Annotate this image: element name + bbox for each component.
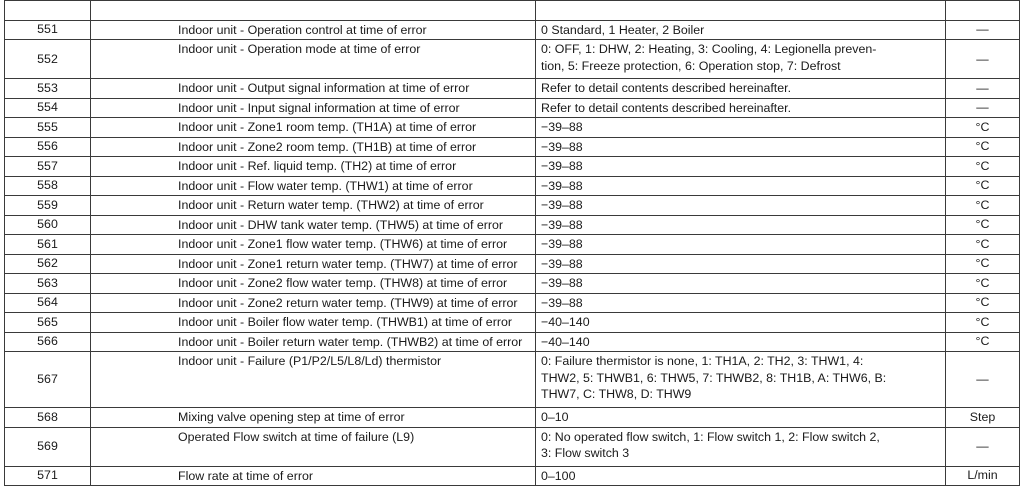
code-number-cell: 557 xyxy=(5,157,91,177)
item-description-cell: Indoor unit - Zone1 room temp. (TH1A) at time of error xyxy=(91,118,536,138)
table-row xyxy=(5,215,1020,235)
item-description-cell: Indoor unit - Operation control at time of error xyxy=(91,20,536,40)
code-number-cell: 553 xyxy=(5,79,91,99)
unit-cell: — xyxy=(946,352,1020,408)
data-range-cell xyxy=(536,466,946,486)
table-row xyxy=(5,176,1020,196)
code-number-cell: 562 xyxy=(5,254,91,274)
data-range-text: Refer to detail contents described hereinafter. xyxy=(541,100,792,115)
item-description-cell: Indoor unit - Return water temp. (THW2) at time of error xyxy=(91,196,536,216)
data-range-text: Refer to detail contents described hereinafter. xyxy=(541,81,792,95)
unit-cell: L/min xyxy=(946,466,1020,486)
data-range-cell xyxy=(536,427,946,466)
item-description-cell: Mixing valve opening step at time of error xyxy=(91,408,536,428)
table-row xyxy=(5,157,1020,177)
unit-cell: °C xyxy=(946,332,1020,352)
data-range-text: −39–88 xyxy=(541,198,583,212)
code-number-cell: 551 xyxy=(5,20,91,40)
item-description-cell: Indoor unit - Zone2 room temp. (TH1B) at time of error xyxy=(91,137,536,157)
data-range-text: 0: OFF, 1: DHW, 2: Heating, 3: Cooling, 4: Legionella preven- tion, 5: Freeze protection, 6: Operation stop, 7: Defrost xyxy=(541,42,877,73)
code-number-cell: 554 xyxy=(5,98,91,118)
table-row xyxy=(5,274,1020,294)
unit-cell: °C xyxy=(946,274,1020,294)
code-number-cell: 563 xyxy=(5,274,91,294)
item-description-cell: Indoor unit - Ref. liquid temp. (TH2) at time of error xyxy=(91,157,536,177)
data-range-text: −39–88 xyxy=(541,139,583,154)
item-description-cell: Indoor unit - Zone1 flow water temp. (THW6) at time of error xyxy=(91,235,536,255)
data-range-text: −39–88 xyxy=(541,295,583,310)
item-description-cell: Indoor unit - Boiler flow water temp. (THWB1) at time of error xyxy=(91,313,536,333)
table-row xyxy=(5,466,1020,486)
code-number-cell: 568 xyxy=(5,408,91,428)
code-number-cell: 560 xyxy=(5,215,91,235)
table-row xyxy=(5,408,1020,428)
table-row xyxy=(5,254,1020,274)
data-range-cell xyxy=(536,235,946,255)
table-row xyxy=(5,235,1020,255)
unit-cell: Step xyxy=(946,408,1020,428)
data-range-text: 0–10 xyxy=(541,410,569,424)
code-number-cell: 555 xyxy=(5,118,91,138)
data-range-cell xyxy=(536,79,946,99)
unit-cell: — xyxy=(946,20,1020,40)
unit-cell: °C xyxy=(946,215,1020,235)
item-description-cell: Indoor unit - Flow water temp. (THW1) at time of error xyxy=(91,176,536,196)
unit-cell: °C xyxy=(946,176,1020,196)
code-number-cell: 558 xyxy=(5,176,91,196)
data-range-text: −39–88 xyxy=(541,178,583,193)
table-row-cutoff xyxy=(5,1,1020,21)
data-range-text: 0: Failure thermistor is none, 1: TH1A, 2: TH2, 3: THW1, 4: THW2, 5: THWB1, 6: THW5, 7: THWB2, 8: TH1B, A: THW6, B: THW7, C: THW8, D: THW9 xyxy=(541,354,887,402)
table-row xyxy=(5,40,1020,79)
unit-cell: °C xyxy=(946,118,1020,138)
data-range-cell xyxy=(536,40,946,79)
item-description-cell: Indoor unit - Zone1 return water temp. (THW7) at time of error xyxy=(91,254,536,274)
code-number-cell: 564 xyxy=(5,293,91,313)
table-row xyxy=(5,20,1020,40)
data-range-cell xyxy=(536,196,946,216)
data-range-cell xyxy=(536,137,946,157)
table-row xyxy=(5,98,1020,118)
table-row xyxy=(5,332,1020,352)
data-range-cell xyxy=(536,313,946,333)
data-range-text: −39–88 xyxy=(541,237,583,251)
data-range-cell xyxy=(536,352,946,408)
data-range-cell xyxy=(536,254,946,274)
code-number-cell: 571 xyxy=(5,466,91,486)
table-row xyxy=(5,79,1020,99)
data-range-text: 0: No operated flow switch, 1: Flow switch 1, 2: Flow switch 2, 3: Flow switch 3 xyxy=(541,429,880,461)
unit-cell: °C xyxy=(946,235,1020,255)
code-number-cell: 561 xyxy=(5,235,91,255)
data-range-text: −39–88 xyxy=(541,217,583,232)
item-description-cell: Indoor unit - Boiler return water temp. (THWB2) at time of error xyxy=(91,332,536,352)
data-range-text: −39–88 xyxy=(541,256,583,271)
unit-cell: °C xyxy=(946,313,1020,333)
table-row xyxy=(5,427,1020,466)
unit-cell: — xyxy=(946,98,1020,118)
table-body xyxy=(5,1,1020,486)
data-range-cell xyxy=(536,332,946,352)
unit-cell: °C xyxy=(946,157,1020,177)
error-data-table xyxy=(4,0,1020,486)
item-description-cell: Indoor unit - Zone2 flow water temp. (THW8) at time of error xyxy=(91,274,536,294)
table-row xyxy=(5,196,1020,216)
data-range-text: −40–140 xyxy=(541,315,590,329)
data-range-cell xyxy=(536,20,946,40)
code-number-cell: 567 xyxy=(5,352,91,408)
code-number-cell: 565 xyxy=(5,313,91,333)
unit-cell: — xyxy=(946,40,1020,79)
data-range-cell xyxy=(536,98,946,118)
unit-cell: °C xyxy=(946,254,1020,274)
table-row xyxy=(5,118,1020,138)
table-row xyxy=(5,293,1020,313)
table-row xyxy=(5,313,1020,333)
item-description-cell: Indoor unit - Zone2 return water temp. (THW9) at time of error xyxy=(91,293,536,313)
data-range-text: −39–88 xyxy=(541,159,583,173)
data-table-container xyxy=(4,0,1019,483)
unit-cell: °C xyxy=(946,137,1020,157)
data-range-cell xyxy=(536,118,946,138)
table-row xyxy=(5,352,1020,408)
data-range-text: −40–140 xyxy=(541,334,590,349)
data-range-cell xyxy=(536,215,946,235)
unit-cell: — xyxy=(946,79,1020,99)
item-description-cell: Operated Flow switch at time of failure (L9) xyxy=(91,427,536,466)
item-description-cell: Indoor unit - DHW tank water temp. (THW5) at time of error xyxy=(91,215,536,235)
item-description-cell: Indoor unit - Output signal information at time of error xyxy=(91,79,536,99)
code-number-cell: 569 xyxy=(5,427,91,466)
item-description-cell: Indoor unit - Input signal information at time of error xyxy=(91,98,536,118)
item-description-cell: Indoor unit - Operation mode at time of error xyxy=(91,40,536,79)
code-number-cell: 566 xyxy=(5,332,91,352)
data-range-text: −39–88 xyxy=(541,276,583,290)
unit-cell: °C xyxy=(946,196,1020,216)
data-range-cell xyxy=(536,157,946,177)
code-number-cell: 559 xyxy=(5,196,91,216)
unit-cell: — xyxy=(946,427,1020,466)
item-description-cell: Indoor unit - Failure (P1/P2/L5/L8/Ld) thermistor xyxy=(91,352,536,408)
data-range-cell xyxy=(536,176,946,196)
table-row xyxy=(5,137,1020,157)
data-range-cell xyxy=(536,293,946,313)
code-number-cell: 552 xyxy=(5,40,91,79)
data-range-text: 0–100 xyxy=(541,468,576,483)
item-description-cell: Flow rate at time of error xyxy=(91,466,536,486)
data-range-text: 0 Standard, 1 Heater, 2 Boiler xyxy=(541,22,705,37)
data-range-text: −39–88 xyxy=(541,120,583,134)
data-range-cell xyxy=(536,408,946,428)
code-number-cell: 556 xyxy=(5,137,91,157)
unit-cell: °C xyxy=(946,293,1020,313)
data-range-cell xyxy=(536,274,946,294)
